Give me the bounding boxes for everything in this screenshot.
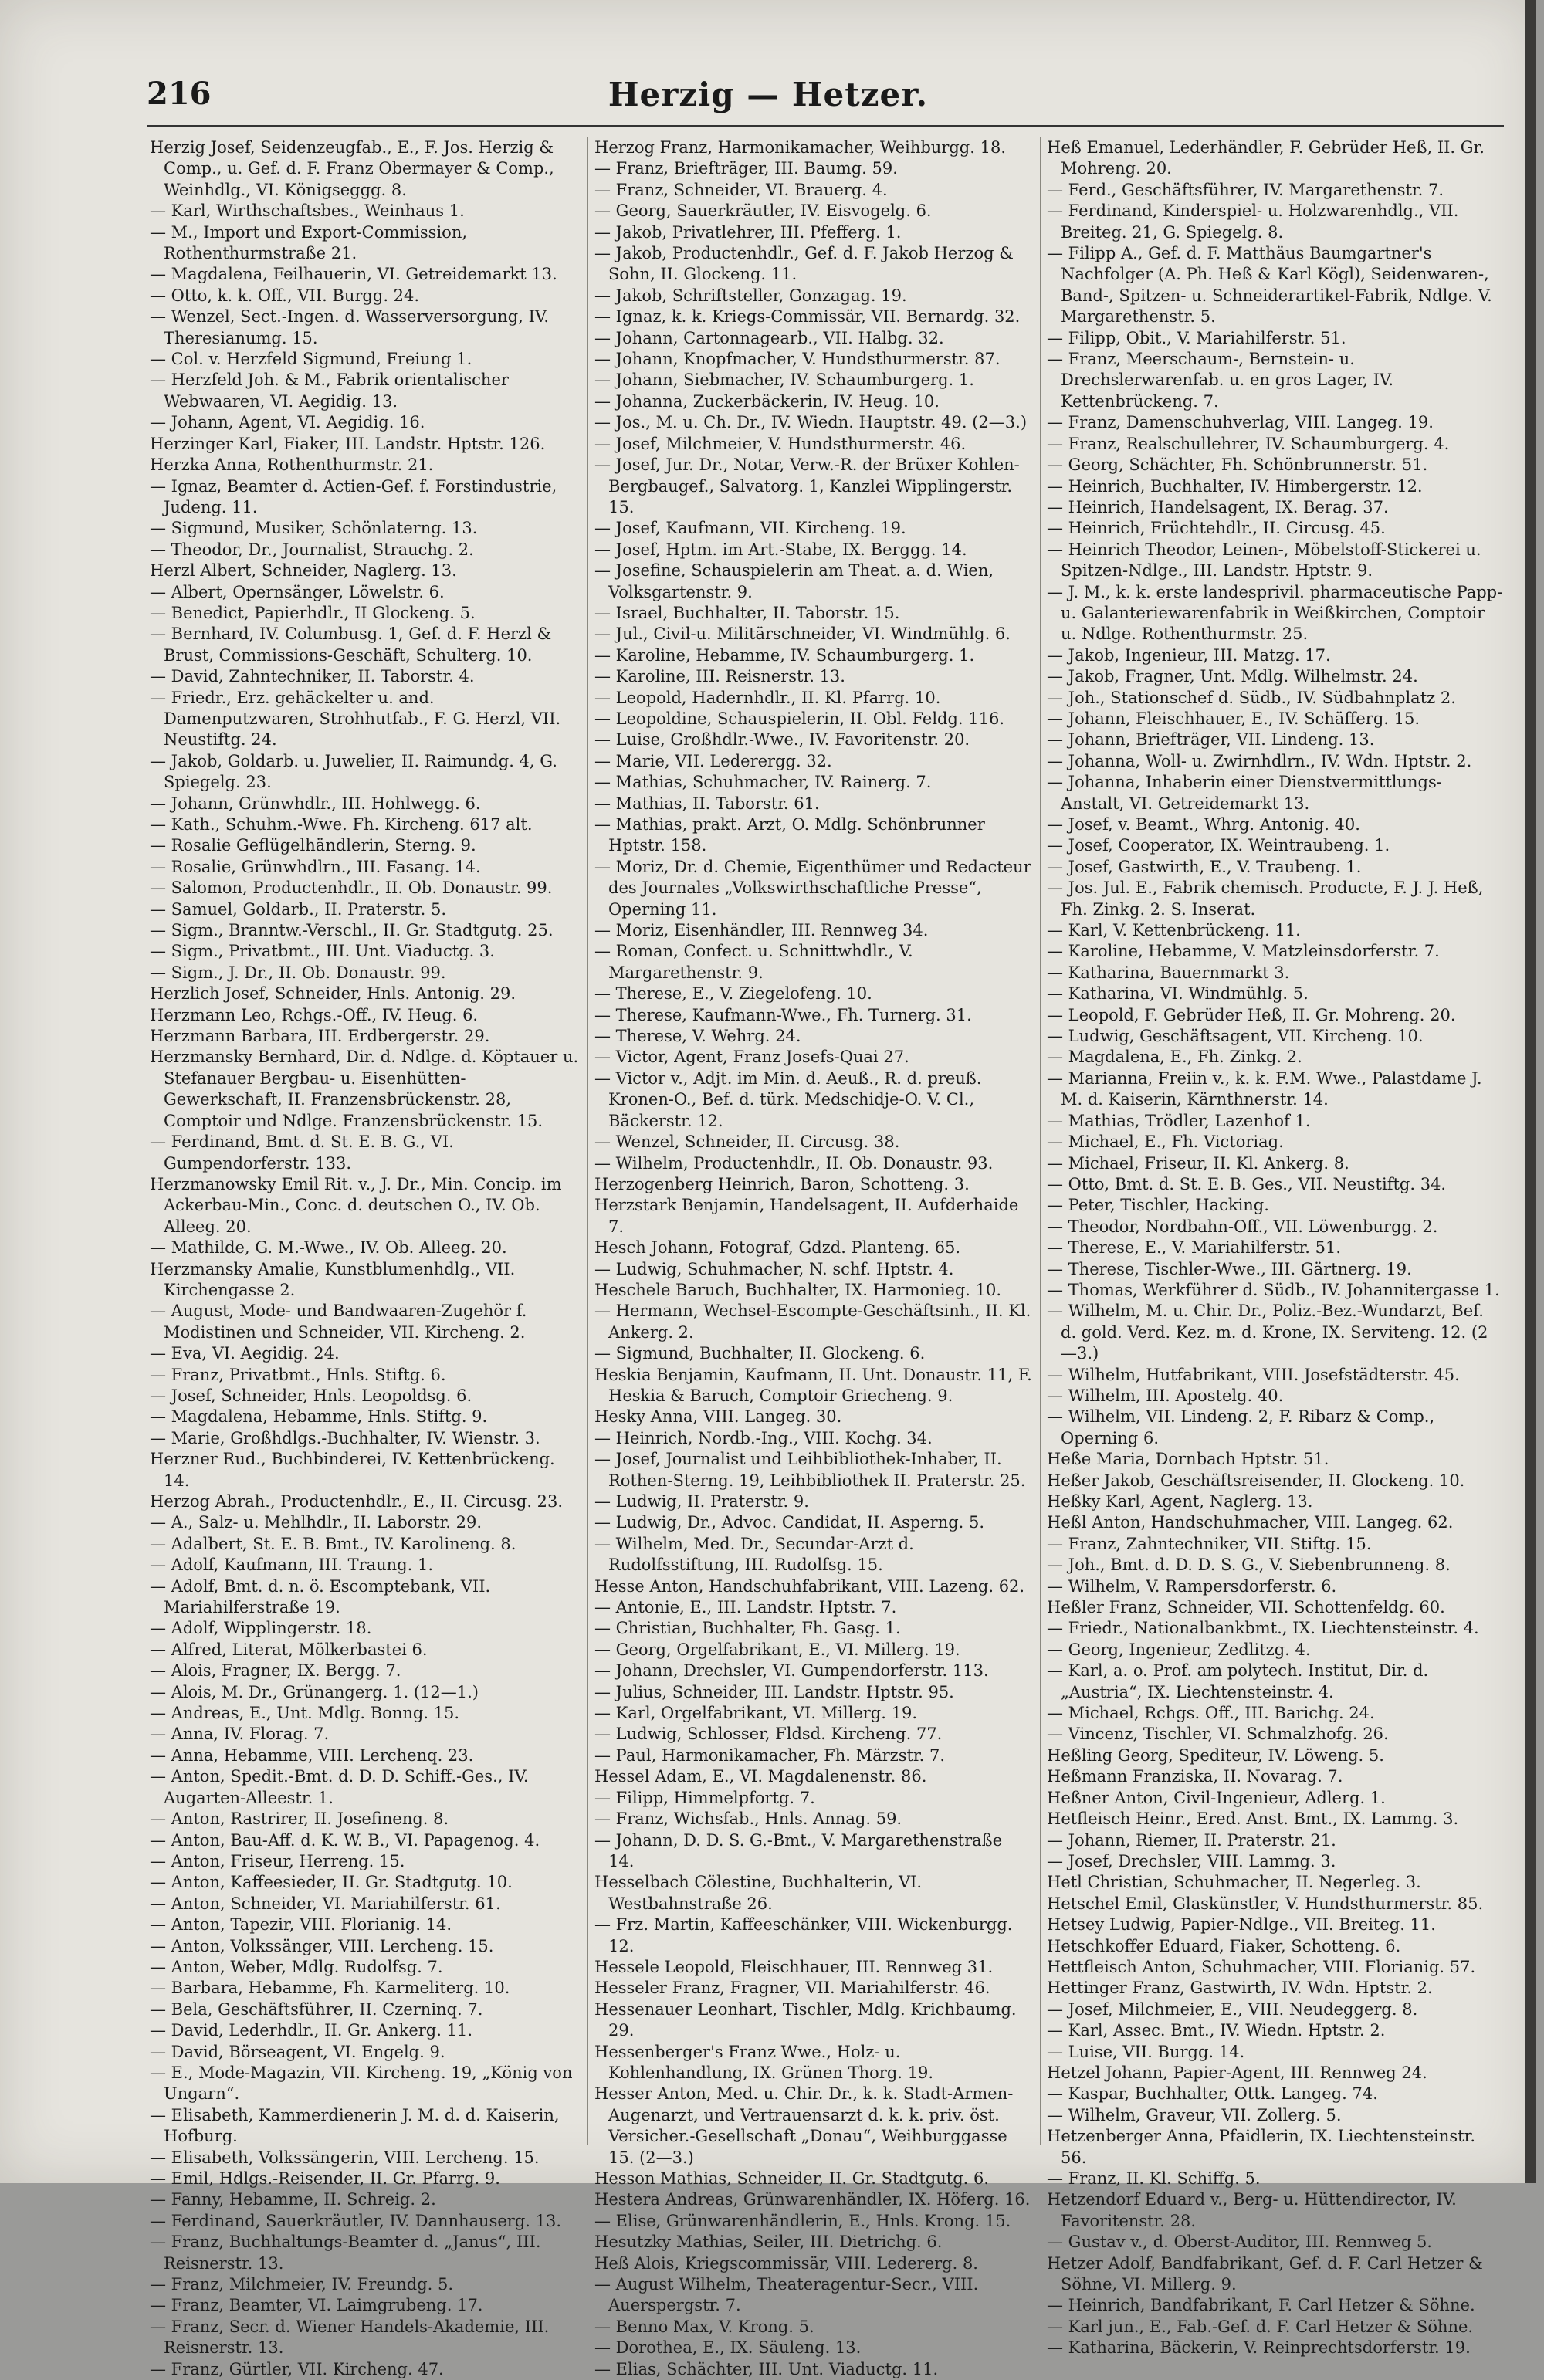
directory-entry: — Georg, Orgelfabrikant, E., VI. Millerg. 19.	[594, 1640, 960, 1659]
directory-entry: — Franz, Buchhaltungs-Beamter d. „Janus“, III. Reisnerstr. 13.	[150, 2233, 541, 2273]
directory-entry: — Franz, Privatbmt., Hnls. Stiftg. 6.	[150, 1365, 446, 1384]
directory-entry: — Josef, Drechsler, VIII. Lammg. 3.	[1047, 1851, 1336, 1870]
directory-entry: — Vincenz, Tischler, VI. Schmalzhofg. 26.	[1047, 1725, 1389, 1744]
directory-entry: — Hermann, Wechsel-Escompte-Geschäftsinh., II. Kl. Ankerg. 2.	[594, 1302, 1031, 1342]
directory-entry: — Franz, Zahntechniker, VII. Stiftg. 15.	[1047, 1534, 1372, 1553]
directory-entry: — Julius, Schneider, III. Landstr. Hptstr. 95.	[594, 1682, 954, 1701]
directory-entry: — Johann, Briefträger, VII. Lindeng. 13.	[1047, 730, 1375, 750]
directory-entry: Heßky Karl, Agent, Naglerg. 13.	[1047, 1492, 1313, 1511]
directory-entry: — Sigmund, Musiker, Schönlaterng. 13.	[150, 519, 478, 538]
directory-entry: — Ludwig, II. Praterstr. 9.	[594, 1492, 809, 1511]
directory-entry: Herzka Anna, Rothenthurmstr. 21.	[150, 455, 434, 475]
directory-entry: — Michael, E., Fh. Victoriag.	[1047, 1132, 1284, 1152]
directory-entry: Heßmann Franziska, II. Novarag. 7.	[1047, 1767, 1343, 1786]
directory-entry: — Anna, IV. Florag. 7.	[150, 1725, 330, 1744]
directory-entry: Herzmansky Amalie, Kunstblumenhdlg., VII. Kirchengasse 2.	[150, 1259, 516, 1299]
directory-entry: — Franz, Wichsfab., Hnls. Annag. 59.	[594, 1810, 902, 1829]
header-rule	[147, 125, 1504, 127]
directory-entry: Hessenberger's Franz Wwe., Holz- u. Kohlenhandlung, IX. Grünen Thorg. 19.	[594, 2042, 934, 2082]
directory-entry: — Heinrich Theodor, Leinen-, Möbelstoff-Stickerei u. Spitzen-Ndlge., III. Landstr. Hptstr. 9.	[1047, 540, 1481, 581]
directory-entry: Heßling Georg, Spediteur, IV. Löweng. 5.	[1047, 1745, 1384, 1765]
directory-entry: — Leopoldine, Schauspielerin, II. Obl. Feldg. 116.	[594, 709, 1005, 728]
directory-entry: Herzner Rud., Buchbinderei, IV. Kettenbrückeng. 14.	[150, 1450, 555, 1490]
directory-entry: — Herzfeld Joh. & M., Fabrik orientalischer Webwaaren, VI. Aegidig. 13.	[150, 371, 509, 411]
directory-entry: — Bernhard, IV. Columbusg. 1, Gef. d. F. Herzl & Brust, Commissions-Geschäft, Schulterg. 10.	[150, 625, 552, 665]
directory-entry: — Adolf, Kaufmann, III. Traung. 1.	[150, 1556, 434, 1575]
directory-entry: — Ludwig, Dr., Advoc. Candidat, II. Asperng. 5.	[594, 1513, 985, 1532]
column-divider	[1040, 137, 1041, 2145]
directory-entry: Hessel Adam, E., VI. Magdalenenstr. 86.	[594, 1767, 927, 1786]
directory-entry: — Franz, Realschullehrer, IV. Schaumburgerg. 4.	[1047, 434, 1450, 453]
directory-entry: Herzl Albert, Schneider, Naglerg. 13.	[150, 561, 457, 581]
directory-entry: — Franz, Milchmeier, IV. Freundg. 5.	[150, 2275, 454, 2294]
directory-entry: — Leopold, F. Gebrüder Heß, II. Gr. Mohreng. 20.	[1047, 1005, 1456, 1024]
directory-entry: Heßl Anton, Handschuhmacher, VIII. Langeg. 62.	[1047, 1513, 1454, 1532]
directory-entry: — Christian, Buchhalter, Fh. Gasg. 1.	[594, 1619, 901, 1638]
directory-entry: — Marie, VII. Lederergg. 32.	[594, 751, 832, 770]
directory-entry: — Jakob, Privatlehrer, III. Pfefferg. 1.	[594, 222, 902, 242]
directory-entry: — Josefine, Schauspielerin am Theat. a. d. Wien, Volksgartenstr. 9.	[594, 561, 994, 601]
directory-entry: — Katharina, Bauernmarkt 3.	[1047, 963, 1290, 982]
directory-entry: — Johann, Siebmacher, IV. Schaumburgerg. 1.	[594, 371, 974, 390]
directory-entry: — Wilhelm, Med. Dr., Secundar-Arzt d. Rudolfsstiftung, III. Rudolfsg. 15.	[594, 1534, 914, 1575]
directory-entry: — Mathias, II. Taborstr. 61.	[594, 794, 820, 813]
directory-entry: — Heinrich, Nordb.-Ing., VIII. Kochg. 34.	[594, 1428, 933, 1447]
directory-entry: — Josef, Hptm. im Art.-Stabe, IX. Berggg. 14.	[594, 540, 967, 559]
directory-entry: Herzmanowsky Emil Rit. v., J. Dr., Min. Concip. im Ackerbau-Min., Conc. d. deutschen O., IV. Ob. Alleeg. 20.	[150, 1174, 562, 1236]
directory-entry: — Andreas, E., Unt. Mdlg. Bonng. 15.	[150, 1704, 460, 1723]
directory-entry: — Jakob, Fragner, Unt. Mdlg. Wilhelmstr. 24.	[1047, 667, 1418, 686]
directory-entry: — Sigm., Branntw.-Verschl., II. Gr. Stadtgutg. 25.	[150, 921, 554, 940]
directory-entry: — Leopold, Hadernhdlr., II. Kl. Pfarrg. 10.	[594, 688, 941, 707]
directory-entry: — Josef, Gastwirth, E., V. Traubeng. 1.	[1047, 857, 1362, 876]
directory-entry: — Marie, Großhdlgs.-Buchhalter, IV. Wienstr. 3.	[150, 1428, 540, 1447]
directory-entry: Heß Alois, Kriegscommissär, VIII. Ledererg. 8.	[594, 2253, 978, 2273]
directory-entry: Herzmansky Bernhard, Dir. d. Ndlge. d. Köptauer u. Stefanauer Bergbau- u. Eisenhütten-Gewerkschaft, II. Franzensbrückenstr. 28, Comptoir und Ndlge. Franzensbrückenstr. 15.	[150, 1048, 579, 1130]
directory-entry: — Heinrich, Handelsagent, IX. Berag. 37.	[1047, 497, 1389, 516]
directory-entry: Herzmann Barbara, III. Erdbergerstr. 29.	[150, 1027, 490, 1046]
directory-entry: — Katharina, Bäckerin, V. Reinprechtsdorferstr. 19.	[1047, 2338, 1471, 2358]
directory-entry: — Georg, Ingenieur, Zedlitzg. 4.	[1047, 1640, 1311, 1659]
directory-entry: — Alois, M. Dr., Grünangerg. 1. (12—1.)	[150, 1682, 479, 1701]
directory-entry: — Marianna, Freiin v., k. k. F.M. Wwe., Palastdame J. M. d. Kaiserin, Kärnthnerstr. 14.	[1047, 1068, 1482, 1109]
directory-entry: — Karoline, Hebamme, IV. Schaumburgerg. 1.	[594, 645, 975, 665]
directory-entry: Heße Maria, Dornbach Hptstr. 51.	[1047, 1450, 1329, 1469]
directory-entry: — Sigm., J. Dr., II. Ob. Donaustr. 99.	[150, 963, 446, 982]
directory-entry: — Johann, Cartonnagearb., VII. Halbg. 32.	[594, 328, 944, 347]
directory-entry: — Therese, Kaufmann-Wwe., Fh. Turnerg. 31.	[594, 1005, 972, 1024]
directory-entry: — Friedr., Erz. gehäckelter u. and. Damenputzwaren, Strohhutfab., F. G. Herzl, VII. Neustiftg. 24.	[150, 688, 561, 750]
directory-entry: — Luise, VII. Burgg. 14.	[1047, 2042, 1245, 2061]
directory-entry: — Johann, D. D. S. G.-Bmt., V. Margarethenstraße 14.	[594, 1830, 1003, 1870]
directory-entry: — Victor v., Adjt. im Min. d. Aeuß., R. d. preuß. Kronen-O., Bef. d. türk. Medschidje-O. V. Cl., Bäckerstr. 12.	[594, 1068, 982, 1130]
directory-entry: Hesutzky Mathias, Seiler, III. Dietrichg. 6.	[594, 2233, 943, 2252]
directory-entry: Hetfleisch Heinr., Ered. Anst. Bmt., IX. Lammg. 3.	[1047, 1810, 1459, 1829]
directory-entry: — Filipp, Himmelpfortg. 7.	[594, 1788, 815, 1807]
directory-entry: Hetzenberger Anna, Pfaidlerin, IX. Liechtensteinstr. 56.	[1047, 2127, 1476, 2167]
directory-entry: — Ignaz, Beamter d. Actien-Gef. f. Forstindustrie, Judeng. 11.	[150, 476, 557, 516]
directory-entry: Hesky Anna, VIII. Langeg. 30.	[594, 1407, 842, 1427]
directory-entry: — Otto, Bmt. d. St. E. B. Ges., VII. Neustiftg. 34.	[1047, 1174, 1447, 1193]
directory-entry: — Karoline, Hebamme, V. Matzleinsdorferstr. 7.	[1047, 942, 1440, 961]
directory-entry: — Johann, Knopfmacher, V. Hundsthurmerstr. 87.	[594, 350, 1001, 369]
directory-entry: — Fanny, Hebamme, II. Schreig. 2.	[150, 2190, 436, 2209]
directory-column-1	[150, 137, 579, 2378]
directory-entry: — Jakob, Ingenieur, III. Matzg. 17.	[1047, 645, 1331, 665]
directory-entry: — Wilhelm, M. u. Chir. Dr., Poliz.-Bez.-Wundarzt, Bef. d. gold. Verd. Kez. m. d. Krone, IX. Serviteng. 12. (2—3.)	[1047, 1302, 1488, 1363]
directory-entry: — Wilhelm, Productenhdlr., II. Ob. Donaustr. 93.	[594, 1153, 994, 1173]
directory-entry: — Johann, Drechsler, VI. Gumpendorferstr. 113.	[594, 1661, 989, 1681]
directory-entry: Herzogenberg Heinrich, Baron, Schotteng. 3.	[594, 1174, 970, 1193]
directory-entry: — Victor, Agent, Franz Josefs-Quai 27.	[594, 1048, 909, 1067]
directory-entry: — Luise, Großhdlr.-Wwe., IV. Favoritenstr. 20.	[594, 730, 970, 750]
directory-entry: — Joh., Bmt. d. D. D. S. G., V. Siebenbrunneng. 8.	[1047, 1556, 1451, 1575]
directory-entry: — Thomas, Werkführer d. Südb., IV. Johannitergasse 1.	[1047, 1280, 1500, 1299]
directory-entry: — Barbara, Hebamme, Fh. Karmeliterg. 10.	[150, 1979, 510, 1998]
directory-entry: — Ferdinand, Bmt. d. St. E. B. G., VI. Gumpendorferstr. 133.	[150, 1132, 454, 1173]
directory-entry: — Wilhelm, III. Apostelg. 40.	[1047, 1386, 1284, 1405]
directory-entry: — Johann, Riemer, II. Praterstr. 21.	[1047, 1830, 1336, 1850]
directory-entry: — Friedr., Nationalbankbmt., IX. Liechtensteinstr. 4.	[1047, 1619, 1479, 1638]
directory-entry: — Heinrich, Buchhalter, IV. Himbergerstr. 12.	[1047, 476, 1423, 496]
directory-entry: Heßner Anton, Civil-Ingenieur, Adlerg. 1.	[1047, 1788, 1386, 1807]
directory-entry: — Wilhelm, Hutfabrikant, VIII. Josefstädterstr. 45.	[1047, 1365, 1460, 1384]
directory-entry: — Ignaz, k. k. Kriegs-Commissär, VII. Bernardg. 32.	[594, 307, 1021, 327]
directory-entry: — Anton, Weber, Mdlg. Rudolfsg. 7.	[150, 1957, 443, 1976]
directory-entry: — Filipp A., Gef. d. F. Matthäus Baumgartner's Nachfolger (A. Ph. Heß & Karl Kögl), Seidenwaren-, Band-, Spitzen- u. Schneiderartikel-Fabrik, Ndlge. V. Margarethenstr. 5.	[1047, 244, 1492, 327]
directory-entry: — Benedict, Papierhdlr., II Glockeng. 5.	[150, 603, 476, 622]
directory-entry: — Franz, II. Kl. Schiffg. 5.	[1047, 2169, 1261, 2188]
directory-entry: — Mathias, prakt. Arzt, O. Mdlg. Schönbrunner Hptstr. 158.	[594, 815, 985, 855]
directory-entry: — Theodor, Dr., Journalist, Strauchg. 2.	[150, 540, 474, 559]
directory-entry: — Rosalie Geflügelhändlerin, Sterng. 9.	[150, 836, 476, 855]
directory-entry: — Karl, Wirthschaftsbes., Weinhaus 1.	[150, 201, 465, 221]
directory-entry: — Anton, Bau-Aff. d. K. W. B., VI. Papagenog. 4.	[150, 1830, 540, 1850]
directory-entry: — Albert, Opernsänger, Löwelstr. 6.	[150, 582, 445, 601]
directory-entry: — Alois, Fragner, IX. Bergg. 7.	[150, 1661, 401, 1681]
directory-entry: — Bela, Geschäftsführer, II. Czerninq. 7.	[150, 1999, 483, 2019]
directory-entry: — Karoline, III. Reisnerstr. 13.	[594, 667, 845, 686]
directory-entry: — Karl, V. Kettenbrückeng. 11.	[1047, 921, 1301, 940]
directory-entry: Heßler Franz, Schneider, VII. Schottenfeldg. 60.	[1047, 1598, 1445, 1617]
directory-entry: — Therese, V. Wehrg. 24.	[594, 1027, 801, 1046]
directory-entry: — Johanna, Zuckerbäckerin, IV. Heug. 10.	[594, 391, 940, 411]
directory-entry: Hesser Anton, Med. u. Chir. Dr., k. k. Stadt-Armen-Augenarzt, und Vertrauensarzt d. k. k. priv. öst. Versicher.-Gesellschaft „Donau“, Weihburggasse 15. (2—3.)	[594, 2084, 1014, 2167]
directory-entry: Heschele Baruch, Buchhalter, IX. Harmonieg. 10.	[594, 1280, 1002, 1299]
directory-entry: — Otto, k. k. Off., VII. Burgg. 24.	[150, 286, 420, 305]
directory-entry: — Georg, Schächter, Fh. Schönbrunnerstr. 51.	[1047, 455, 1428, 475]
directory-entry: Hesseler Franz, Fragner, VII. Mariahilferstr. 46.	[594, 1979, 990, 1998]
directory-entry: Hetschel Emil, Glaskünstler, V. Hundsthurmerstr. 85.	[1047, 1894, 1484, 1913]
directory-entry: — Jakob, Schriftsteller, Gonzagag. 19.	[594, 286, 907, 305]
directory-entry: — Franz, Meerschaum-, Bernstein- u. Drechslerwarenfab. u. en gros Lager, IV. Kettenbrückeng. 7.	[1047, 350, 1394, 411]
directory-entry: Herzlich Josef, Schneider, Hnls. Antonig. 29.	[150, 984, 516, 1004]
directory-entry: — Karl jun., E., Fab.-Gef. d. F. Carl Hetzer & Söhne.	[1047, 2317, 1474, 2336]
directory-entry: — Gustav v., d. Oberst-Auditor, III. Rennweg 5.	[1047, 2233, 1432, 2252]
column-divider	[587, 137, 588, 2145]
directory-entry: — Filipp, Obit., V. Mariahilferstr. 51.	[1047, 328, 1346, 347]
directory-entry: — Eva, VI. Aegidig. 24.	[150, 1344, 340, 1363]
directory-entry: — Wilhelm, VII. Lindeng. 2, F. Ribarz & Comp., Operning 6.	[1047, 1407, 1435, 1447]
directory-entry: — Elias, Schächter, III. Unt. Viaductg. 11.	[594, 2359, 939, 2378]
directory-entry: — Jul., Civil-u. Militärschneider, VI. Windmühlg. 6.	[594, 625, 1011, 644]
directory-entry: — J. M., k. k. erste landesprivil. pharmaceutische Papp- u. Galanteriewarenfabrik in Weißkirchen, Comptoir u. Ndlge. Rothenthurmstr. 25.	[1047, 582, 1503, 644]
directory-entry: — Ludwig, Schlosser, Fldsd. Kircheng. 77.	[594, 1725, 943, 1744]
directory-entry: — Peter, Tischler, Hacking.	[1047, 1196, 1269, 1215]
directory-entry: Herzig Josef, Seidenzeugfab., E., F. Jos. Herzig & Comp., u. Gef. d. F. Franz Obermayer & Comp., Weinhdlg., VI. Königseggg. 8.	[150, 138, 554, 199]
directory-entry: Herzog Abrah., Productenhdlr., E., II. Circusg. 23.	[150, 1492, 564, 1511]
directory-entry: — E., Mode-Magazin, VII. Kircheng. 19, „König von Ungarn“.	[150, 2063, 573, 2104]
directory-entry: Hesch Johann, Fotograf, Gdzd. Planteng. 65.	[594, 1238, 961, 1258]
directory-entry: — Wilhelm, V. Rampersdorferstr. 6.	[1047, 1576, 1337, 1596]
directory-entry: — Josef, Milchmeier, E., VIII. Neudeggerg. 8.	[1047, 1999, 1418, 2019]
directory-entry: — Sigmund, Buchhalter, II. Glockeng. 6.	[594, 1344, 926, 1363]
directory-entry: — Therese, E., V. Ziegelofeng. 10.	[594, 984, 872, 1004]
directory-entry: — Johann, Fleischhauer, E., IV. Schäfferg. 15.	[1047, 709, 1420, 728]
directory-entry: Hetschkoffer Eduard, Fiaker, Schotteng. 6.	[1047, 1936, 1401, 1955]
directory-entry: Herzog Franz, Harmonikamacher, Weihburgg. 18.	[594, 138, 1006, 157]
directory-entry: — Adolf, Bmt. d. n. ö. Escomptebank, VII. Mariahilferstraße 19.	[150, 1576, 491, 1617]
directory-entry: — Michael, Friseur, II. Kl. Ankerg. 8.	[1047, 1153, 1349, 1173]
directory-entry: — Magdalena, Feilhauerin, VI. Getreidemarkt 13.	[150, 265, 557, 284]
directory-entry: — Georg, Sauerkräutler, IV. Eisvogelg. 6.	[594, 201, 932, 221]
directory-entry: — Adolf, Wipplingerstr. 18.	[150, 1619, 372, 1638]
directory-entry: — Johanna, Inhaberin einer Dienstvermittlungs-Anstalt, VI. Getreidemarkt 13.	[1047, 773, 1442, 813]
directory-entry: — Salomon, Productenhdlr., II. Ob. Donaustr. 99.	[150, 879, 553, 898]
directory-entry: Hesselbach Cölestine, Buchhalterin, VI. Westbahnstraße 26.	[594, 1873, 923, 1913]
running-title: Herzig — Hetzer.	[608, 76, 929, 113]
directory-entry: — Ferdinand, Sauerkräutler, IV. Dannhauserg. 13.	[150, 2211, 562, 2230]
directory-entry: — Frz. Martin, Kaffeeschänker, VIII. Wickenburgg. 12.	[594, 1915, 1013, 1955]
directory-entry: Herzmann Leo, Rchgs.-Off., IV. Heug. 6.	[150, 1005, 479, 1024]
directory-entry: — Josef, v. Beamt., Whrg. Antonig. 40.	[1047, 815, 1360, 834]
directory-entry: — Josef, Schneider, Hnls. Leopoldsg. 6.	[150, 1386, 472, 1405]
directory-entry: — Kaspar, Buchhalter, Ottk. Langeg. 74.	[1047, 2084, 1378, 2104]
directory-entry: — Elisabeth, Kammerdienerin J. M. d. d. Kaiserin, Hofburg.	[150, 2105, 560, 2146]
directory-entry: — August Wilhelm, Theateragentur-Secr., VIII. Auerspergstr. 7.	[594, 2275, 979, 2315]
page-number: 216	[147, 76, 212, 112]
directory-entry: — Ludwig, Schuhmacher, N. schf. Hptstr. 4.	[594, 1259, 954, 1278]
directory-entry: — Col. v. Herzfeld Sigmund, Freiung 1.	[150, 350, 472, 369]
directory-entry: — Kath., Schuhm.-Wwe. Fh. Kircheng. 617 alt.	[150, 815, 533, 834]
directory-entry: — A., Salz- u. Mehlhdlr., II. Laborstr. 29.	[150, 1513, 482, 1532]
directory-entry: — Karl, a. o. Prof. am polytech. Institut, Dir. d. „Austria“, IX. Liechtensteinstr. 4.	[1047, 1661, 1429, 1701]
directory-entry: — Rosalie, Grünwhdlrn., III. Fasang. 14.	[150, 857, 481, 876]
directory-entry: — Ferd., Geschäftsführer, IV. Margarethenstr. 7.	[1047, 180, 1444, 199]
directory-entry: — Anton, Rastrirer, II. Josefineng. 8.	[150, 1810, 449, 1829]
directory-entry: — Dorothea, E., IX. Säuleng. 13.	[594, 2338, 862, 2358]
directory-entry: — Therese, Tischler-Wwe., III. Gärtnerg. 19.	[1047, 1259, 1412, 1278]
directory-entry: — Johann, Grünwhdlr., III. Hohlwegg. 6.	[150, 794, 481, 813]
directory-entry: — Ludwig, Geschäftsagent, VII. Kircheng. 10.	[1047, 1027, 1424, 1046]
directory-entry: — Franz, Secr. d. Wiener Handels-Akademie, III. Reisnerstr. 13.	[150, 2317, 550, 2358]
directory-entry: — Franz, Beamter, VI. Laimgrubeng. 17.	[150, 2296, 483, 2315]
directory-entry: — Wenzel, Sect.-Ingen. d. Wasserversorgung, IV. Theresianumg. 15.	[150, 307, 550, 347]
directory-entry: Hesson Mathias, Schneider, II. Gr. Stadtgutg. 6.	[594, 2169, 990, 2188]
directory-entry: — Antonie, E., III. Landstr. Hptstr. 7.	[594, 1598, 897, 1617]
directory-entry: — Karl, Assec. Bmt., IV. Wiedn. Hptstr. 2.	[1047, 2021, 1386, 2040]
directory-entry: — Magdalena, E., Fh. Zinkg. 2.	[1047, 1048, 1302, 1067]
directory-entry: — Jakob, Goldarb. u. Juwelier, II. Raimundg. 4, G. Spiegelg. 23.	[150, 751, 557, 792]
directory-entry: — Karl, Orgelfabrikant, VI. Millerg. 19.	[594, 1704, 918, 1723]
directory-entry: — August, Mode- und Bandwaaren-Zugehör f. Modistinen und Schneider, VII. Kircheng. 2.	[150, 1302, 527, 1342]
directory-entry: — Franz, Damenschuhverlag, VIII. Langeg. 19.	[1047, 413, 1434, 432]
directory-entry: — Josef, Journalist und Leihbibliothek-Inhaber, II. Rothen-Sterng. 19, Leihbibliothek II. Praterstr. 25.	[594, 1450, 1026, 1490]
directory-entry: — Josef, Cooperator, IX. Weintraubeng. 1.	[1047, 836, 1390, 855]
directory-entry: — Johann, Agent, VI. Aegidig. 16.	[150, 413, 425, 432]
directory-entry: — Anton, Friseur, Herreng. 15.	[150, 1851, 405, 1870]
directory-entry: — Israel, Buchhalter, II. Taborstr. 15.	[594, 603, 900, 622]
directory-entry: — Josef, Milchmeier, V. Hundsthurmerstr. 46.	[594, 434, 967, 453]
directory-entry: — Mathias, Schuhmacher, IV. Rainerg. 7.	[594, 773, 932, 792]
directory-entry: — Josef, Kaufmann, VII. Kircheng. 19.	[594, 519, 906, 538]
directory-entry: — Wilhelm, Graveur, VII. Zollerg. 5.	[1047, 2105, 1342, 2124]
directory-entry: Hessenauer Leonhart, Tischler, Mdlg. Krichbaumg. 29.	[594, 1999, 1017, 2040]
directory-entry: Hetzendorf Eduard v., Berg- u. Hüttendirector, IV. Favoritenstr. 28.	[1047, 2190, 1457, 2230]
directory-entry: Heskia Benjamin, Kaufmann, II. Unt. Donaustr. 11, F. Heskia & Baruch, Comptoir Griecheng. 9.	[594, 1365, 1032, 1405]
directory-entry: — Johanna, Woll- u. Zwirnhdlrn., IV. Wdn. Hptstr. 2.	[1047, 751, 1472, 770]
directory-entry: — Theodor, Nordbahn-Off., VII. Löwenburgg. 2.	[1047, 1217, 1438, 1236]
directory-entry: Hetzel Johann, Papier-Agent, III. Rennweg 24.	[1047, 2063, 1427, 2082]
directory-entry: — Adalbert, St. E. B. Bmt., IV. Karolineng. 8.	[150, 1534, 516, 1553]
page-header	[0, 76, 1536, 122]
directory-entry: — Therese, E., V. Mariahilferstr. 51.	[1047, 1238, 1342, 1258]
directory-entry: — Mathias, Trödler, Lazenhof 1.	[1047, 1111, 1311, 1130]
directory-entry: — Benno Max, V. Krong. 5.	[594, 2317, 814, 2336]
directory-entry: Hetsey Ludwig, Papier-Ndlge., VII. Breiteg. 11.	[1047, 1915, 1436, 1935]
directory-entry: — Anton, Spedit.-Bmt. d. D. D. Schiff.-Ges., IV. Augarten-Alleestr. 1.	[150, 1767, 529, 1807]
directory-entry: — Franz, Schneider, VI. Brauerg. 4.	[594, 180, 888, 199]
directory-entry: Herzstark Benjamin, Handelsagent, II. Aufderhaide 7.	[594, 1196, 1019, 1236]
directory-entry: Hetzer Adolf, Bandfabrikant, Gef. d. F. Carl Hetzer & Söhne, VI. Millerg. 9.	[1047, 2253, 1483, 2294]
directory-entry: Herzinger Karl, Fiaker, III. Landstr. Hptstr. 126.	[150, 434, 546, 453]
directory-entry: — Anton, Tapezir, VIII. Florianig. 14.	[150, 1915, 452, 1935]
directory-column-3	[1047, 137, 1504, 2358]
directory-entry: — Magdalena, Hebamme, Hnls. Stiftg. 9.	[150, 1407, 488, 1427]
directory-entry: — Samuel, Goldarb., II. Praterstr. 5.	[150, 899, 446, 919]
page-edge-shadow	[1525, 0, 1536, 2183]
directory-entry: — Heinrich, Bandfabrikant, F. Carl Hetzer & Söhne.	[1047, 2296, 1475, 2315]
directory-entry: Hestera Andreas, Grünwarenhändler, IX. Höferg. 16.	[594, 2190, 1031, 2209]
directory-entry: — Moriz, Dr. d. Chemie, Eigenthümer und Redacteur des Journales „Volkswirthschaftliche Presse“, Operning 11.	[594, 857, 1031, 919]
directory-entry: — Moriz, Eisenhändler, III. Rennweg 34.	[594, 921, 929, 940]
directory-entry: — Paul, Harmonikamacher, Fh. Märzstr. 7.	[594, 1745, 946, 1765]
directory-entry: Heß Emanuel, Lederhändler, F. Gebrüder Heß, II. Gr. Mohreng. 20.	[1047, 138, 1485, 178]
directory-entry: — Elisabeth, Volkssängerin, VIII. Lercheng. 15.	[150, 2148, 540, 2167]
directory-entry: — Katharina, VI. Windmühlg. 5.	[1047, 984, 1309, 1004]
directory-entry: — Franz, Gürtler, VII. Kircheng. 47.	[150, 2359, 444, 2378]
directory-entry: Hesse Anton, Handschuhfabrikant, VIII. Lazeng. 62.	[594, 1576, 1025, 1596]
directory-entry: — Anton, Kaffeesieder, II. Gr. Stadtgutg. 10.	[150, 1873, 513, 1892]
directory-entry: — Jakob, Productenhdlr., Gef. d. F. Jakob Herzog & Sohn, II. Glockeng. 11.	[594, 244, 1014, 284]
directory-entry: — Joh., Stationschef d. Südb., IV. Südbahnplatz 2.	[1047, 688, 1456, 707]
directory-entry: — Mathilde, G. M.-Wwe., IV. Ob. Alleeg. 20.	[150, 1238, 507, 1258]
directory-entry: — Jos., M. u. Ch. Dr., IV. Wiedn. Hauptstr. 49. (2—3.)	[594, 413, 1028, 432]
directory-entry: — Anna, Hebamme, VIII. Lerchenq. 23.	[150, 1745, 474, 1765]
directory-entry: — Franz, Briefträger, III. Baumg. 59.	[594, 159, 898, 178]
directory-entry: — Elise, Grünwarenhändlerin, E., Hnls. Krong. 15.	[594, 2211, 1011, 2230]
directory-entry: — David, Lederhdlr., II. Gr. Ankerg. 11.	[150, 2021, 473, 2040]
directory-entry: — Ferdinand, Kinderspiel- u. Holzwarenhdlg., VII. Breiteg. 21, G. Spiegelg. 8.	[1047, 201, 1459, 242]
directory-entry: — Heinrich, Früchtehdlr., II. Circusg. 45.	[1047, 519, 1386, 538]
directory-entry: Hessele Leopold, Fleischhauer, III. Rennweg 31.	[594, 1957, 994, 1976]
directory-entry: — Anton, Schneider, VI. Mariahilferstr. 61.	[150, 1894, 501, 1913]
directory-entry: — Michael, Rchgs. Off., III. Barichg. 24.	[1047, 1704, 1375, 1723]
directory-entry: Heßer Jakob, Geschäftsreisender, II. Glockeng. 10.	[1047, 1471, 1465, 1490]
directory-entry: — Jos. Jul. E., Fabrik chemisch. Producte, F. J. J. Heß, Fh. Zinkg. 2. S. Inserat.	[1047, 879, 1484, 919]
directory-entry: — Anton, Volkssänger, VIII. Lercheng. 15.	[150, 1936, 494, 1955]
directory-entry: — Alfred, Literat, Mölkerbastei 6.	[150, 1640, 428, 1659]
directory-entry: — Emil, Hdlgs.-Reisender, II. Gr. Pfarrg. 9.	[150, 2169, 500, 2188]
directory-column-2	[594, 137, 1033, 2378]
directory-entry: — Josef, Jur. Dr., Notar, Verw.-R. der Brüxer Kohlen-Bergbaugef., Salvatorg. 1, Kanzlei Wipplingerstr. 15.	[594, 455, 1020, 516]
directory-entry: Hetl Christian, Schuhmacher, II. Negerleg. 3.	[1047, 1873, 1421, 1892]
directory-entry: Hettinger Franz, Gastwirth, IV. Wdn. Hptstr. 2.	[1047, 1979, 1433, 1998]
directory-entry: — Roman, Confect. u. Schnittwhdlr., V. Margarethenstr. 9.	[594, 942, 913, 982]
directory-entry: — Sigm., Privatbmt., III. Unt. Viaductg. 3.	[150, 942, 495, 961]
directory-entry: — David, Börseagent, VI. Engelg. 9.	[150, 2042, 445, 2061]
directory-entry: — David, Zahntechniker, II. Taborstr. 4.	[150, 667, 475, 686]
directory-entry: Hettfleisch Anton, Schuhmacher, VIII. Florianig. 57.	[1047, 1957, 1476, 1976]
directory-entry: — Wenzel, Schneider, II. Circusg. 38.	[594, 1132, 900, 1152]
directory-entry: — M., Import und Export-Commission, Rothenthurmstraße 21.	[150, 222, 468, 263]
